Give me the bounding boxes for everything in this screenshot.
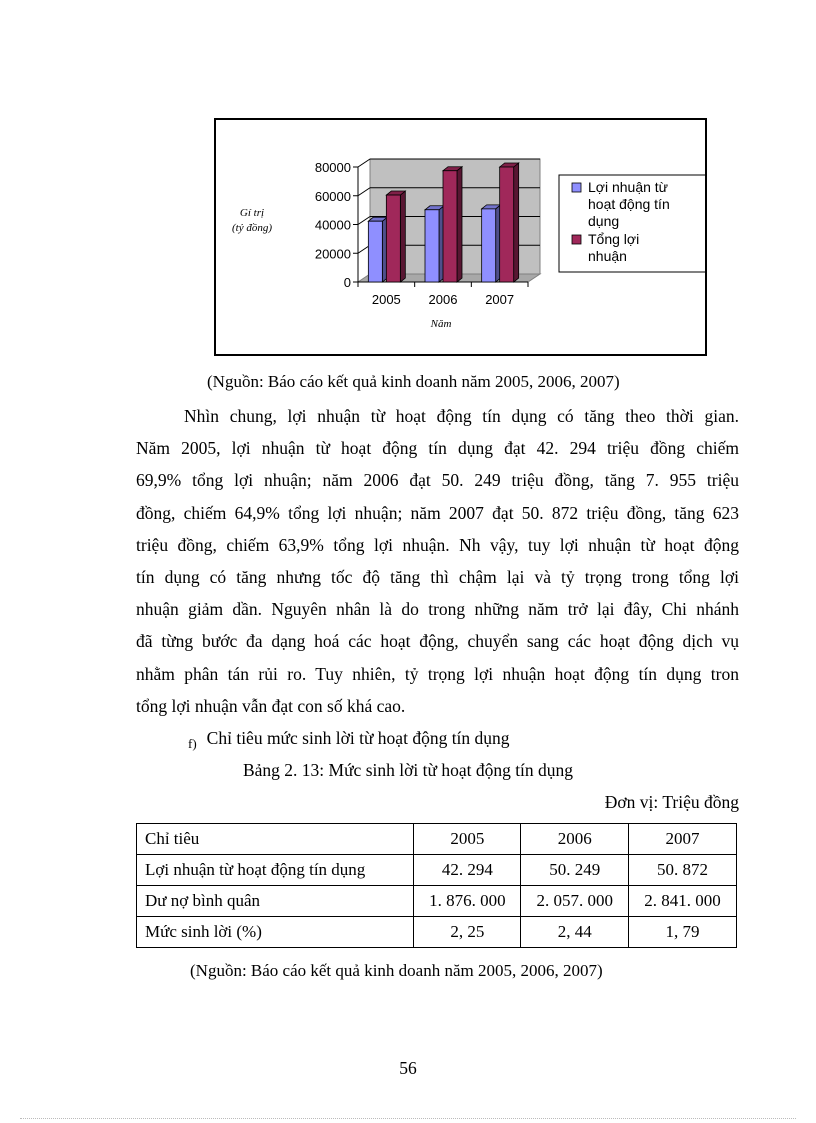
chart-svg: [216, 120, 705, 354]
chart-bar: [443, 171, 457, 282]
chart-legend-label: Lợi nhuận từ: [588, 179, 669, 195]
table-cell: Lợi nhuận từ hoạt động tín dụng: [137, 855, 414, 886]
chart-x-tick-label: 2007: [485, 292, 515, 307]
table-row: [137, 917, 737, 948]
section-heading: [188, 728, 510, 749]
paragraph-line: nhuận giảm dần. Nguyên nhân là do trong những năm trở lại đây, Chi nhánh: [136, 599, 739, 620]
table-cell: 1. 876. 000: [414, 886, 521, 917]
table-cell: 50. 872: [629, 855, 737, 886]
chart-bar: [368, 221, 382, 282]
table-cell: Mức sinh lời (%): [137, 917, 414, 948]
paragraph-line: nhằm phân tán rủi ro. Tuy nhiên, tỷ trọng lợi nhuận hoạt động tín dụng tron: [136, 663, 739, 684]
paragraph-line: Nhìn chung, lợi nhuận từ hoạt động tín dụng có tăng theo thời gian.: [184, 406, 739, 426]
chart-legend-swatch: [572, 235, 581, 244]
table-cell: 2, 44: [521, 917, 629, 948]
chart-bar: [386, 195, 400, 282]
paragraph-line: tín dụng có tăng nhưng tốc độ tăng thì chậm lại và tỷ trọng trong tổng lợi: [136, 566, 739, 587]
paragraph-line: Năm 2005, lợi nhuận từ hoạt động tín dụng đạt 42. 294 triệu đồng chiếm: [136, 438, 739, 459]
table-header-cell: 2006: [521, 824, 629, 855]
page-divider: [20, 1118, 796, 1119]
chart-y-axis-label: Gí trị: [239, 207, 265, 219]
chart-x-tick-label: 2005: [371, 292, 401, 307]
table-cell: 2. 841. 000: [629, 886, 737, 917]
chart-y-tick-label: 0: [343, 275, 351, 290]
table-cell: 2, 25: [414, 917, 521, 948]
page-number: 56: [399, 1058, 417, 1078]
paragraph-line: tổng lợi nhuận vẫn đạt con số khá cao.: [136, 695, 406, 716]
chart-legend-label: nhuận: [588, 248, 627, 264]
chart-grid-diagonal: [358, 188, 370, 196]
chart-grid-diagonal: [358, 159, 370, 167]
profitability-table: [136, 823, 737, 948]
section-heading-text: Chỉ tiêu mức sinh lời từ hoạt động tín dụng: [206, 728, 510, 748]
paragraph-line: 69,9% tổng lợi nhuận; năm 2006 đạt 50. 249 triệu đồng, tăng 7. 955 triệu: [136, 470, 739, 491]
profit-chart: [214, 118, 707, 356]
table-header-row: [137, 824, 737, 855]
chart-legend-label: Tổng lợi: [588, 231, 640, 247]
section-marker: f): [188, 736, 197, 751]
table-header-cell: 2007: [629, 824, 737, 855]
table-unit: Đơn vị: Triệu đồng: [604, 792, 739, 812]
table-source: (Nguồn: Báo cáo kết quả kinh doanh năm 2005, 2006, 2007): [190, 961, 603, 980]
paragraph-line: triệu đồng, chiếm 63,9% tổng lợi nhuận. Nh vậy, tuy lợi nhuận từ hoạt động: [136, 534, 739, 555]
chart-y-tick-label: 60000: [314, 188, 351, 204]
table-cell: 1, 79: [629, 917, 737, 948]
chart-y-axis-label: (tỷ đồng): [231, 222, 273, 234]
table-cell: Dư nợ bình quân: [137, 886, 414, 917]
chart-bar-side: [514, 163, 519, 282]
table-row: [137, 855, 737, 886]
chart-y-tick-label: 80000: [314, 160, 351, 175]
paragraph-line: đồng, chiếm 64,9% tổng lợi nhuận; năm 2007 đạt 50. 872 triệu đồng, tăng 623: [136, 502, 739, 523]
chart-legend-label: dụng: [588, 213, 620, 229]
table-header-cell: Chỉ tiêu: [137, 824, 414, 855]
chart-legend-label: hoạt động tín: [588, 196, 670, 212]
chart-bar: [482, 209, 496, 282]
chart-x-axis-label: Năm: [430, 318, 452, 330]
table-cell: 50. 249: [521, 855, 629, 886]
chart-bar-side: [400, 191, 405, 282]
chart-bar: [500, 167, 514, 282]
chart-bar: [425, 210, 439, 282]
table-cell: 2. 057. 000: [521, 886, 629, 917]
chart-legend-swatch: [572, 183, 581, 192]
table-header-cell: 2005: [414, 824, 521, 855]
table-title: Bảng 2. 13: Mức sinh lời từ hoạt động tín dụng: [242, 760, 574, 780]
chart-y-tick-label: 40000: [314, 217, 351, 233]
chart-x-tick-label: 2006: [428, 292, 458, 307]
chart-y-tick-label: 20000: [314, 246, 351, 262]
table-cell: 42. 294: [414, 855, 521, 886]
analysis-paragraph: [136, 400, 739, 722]
paragraph-line: đã từng bước đa dạng hoá các hoạt động, chuyển sang các hoạt động dịch vụ: [136, 631, 739, 652]
table-row: [137, 886, 737, 917]
chart-bar-side: [457, 167, 462, 282]
chart-source: (Nguồn: Báo cáo kết quả kinh doanh năm 2005, 2006, 2007): [207, 372, 620, 391]
